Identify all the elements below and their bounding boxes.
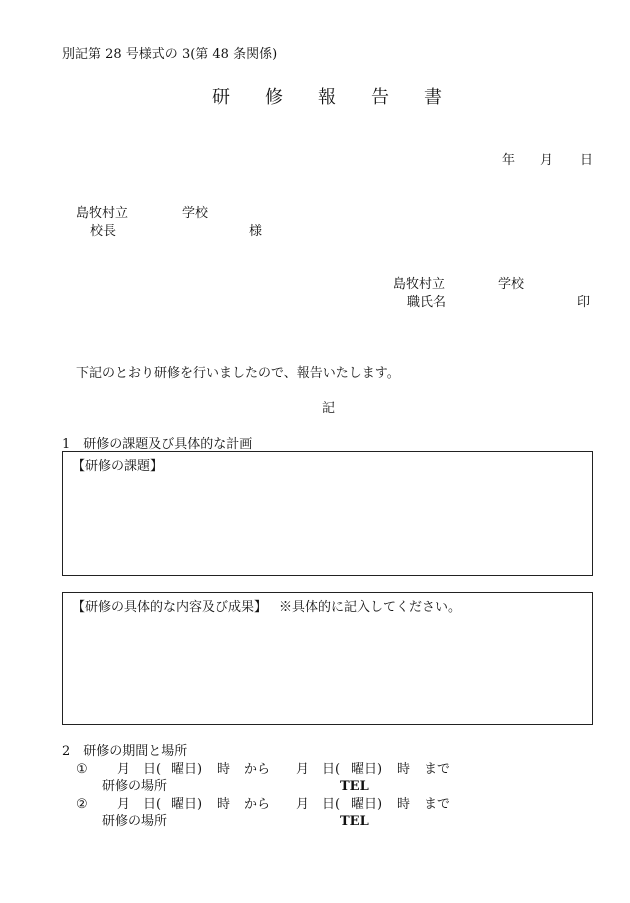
- ki-mark: 記: [322, 401, 336, 416]
- from-label: から: [244, 797, 271, 812]
- end-weekday-label: 曜日): [351, 797, 383, 812]
- seal-mark: 印: [577, 295, 591, 310]
- until-label: まで: [424, 797, 451, 812]
- start-hour-label: 時: [217, 762, 231, 777]
- row-number: ①: [76, 762, 88, 777]
- end-day-label: 日(: [322, 797, 341, 812]
- recipient-principal: 校長: [90, 224, 117, 239]
- title-char: 研: [212, 87, 230, 108]
- end-weekday-label: 曜日): [351, 762, 383, 777]
- start-weekday-label: 曜日): [171, 797, 203, 812]
- title-char: 書: [424, 87, 442, 108]
- document-title: [212, 87, 477, 108]
- start-hour-label: 時: [217, 797, 231, 812]
- section2-heading: 2 研修の期間と場所: [62, 744, 188, 759]
- training-content-label: 【研修の具体的な内容及び成果】: [72, 600, 268, 615]
- recipient-village: 島牧村立: [76, 206, 129, 221]
- recipient-honorific: 様: [249, 224, 263, 239]
- date-day-label: 日: [580, 153, 594, 168]
- start-day-label: 日(: [143, 797, 162, 812]
- end-month-label: 月: [296, 762, 310, 777]
- end-month-label: 月: [296, 797, 310, 812]
- title-char: 告: [371, 87, 389, 108]
- start-month-label: 月: [117, 797, 131, 812]
- sender-school: 学校: [498, 277, 525, 292]
- form-reference: 別記第 28 号様式の 3(第 48 条関係): [62, 47, 278, 62]
- title-char: 修: [265, 87, 283, 108]
- from-label: から: [244, 762, 271, 777]
- sender-position-name: 職氏名: [407, 295, 447, 310]
- place-label: 研修の場所: [102, 814, 168, 829]
- date-year-label: 年: [502, 153, 516, 168]
- section1-heading: 1 研修の課題及び具体的な計画: [62, 437, 253, 452]
- sender-village: 島牧村立: [393, 277, 446, 292]
- end-hour-label: 時: [397, 762, 411, 777]
- tel-label: TEL: [340, 779, 369, 794]
- start-day-label: 日(: [143, 762, 162, 777]
- start-month-label: 月: [117, 762, 131, 777]
- training-content-box[interactable]: [62, 592, 593, 725]
- title-char: 報: [318, 87, 336, 108]
- intro-text: 下記のとおり研修を行いましたので、報告いたします。: [76, 366, 400, 381]
- end-hour-label: 時: [397, 797, 411, 812]
- row-number: ②: [76, 797, 88, 812]
- training-content-note: ※具体的に記入してください。: [279, 600, 462, 615]
- place-label: 研修の場所: [102, 779, 168, 794]
- date-month-label: 月: [540, 153, 554, 168]
- tel-label: TEL: [340, 814, 369, 829]
- training-topic-label: 【研修の課題】: [72, 459, 164, 474]
- training-topic-box[interactable]: [62, 451, 593, 576]
- recipient-school: 学校: [182, 206, 209, 221]
- end-day-label: 日(: [322, 762, 341, 777]
- start-weekday-label: 曜日): [171, 762, 203, 777]
- until-label: まで: [424, 762, 451, 777]
